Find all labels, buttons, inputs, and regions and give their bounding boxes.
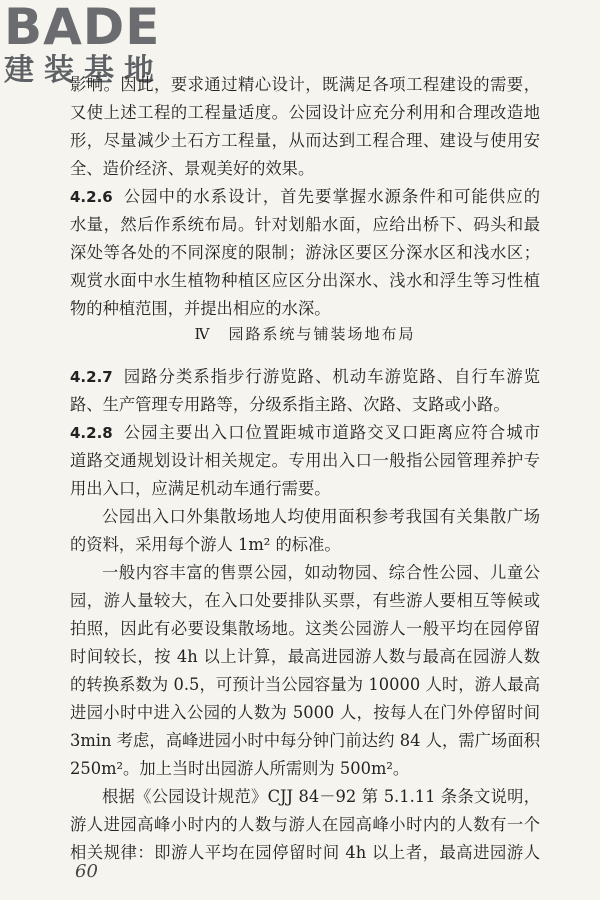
text-line: 相关规律：即游人平均在园停留时间 4h 以上者，最高进园游人 bbox=[70, 843, 540, 862]
text-line: 游人进园高峰小时内的人数与游人在园高峰小时内的人数有一个 bbox=[70, 815, 540, 834]
logo-subtitle: 建装基地 bbox=[4, 53, 164, 88]
text-line: 3min 考虑，高峰进园小时中每分钟门前达约 84 人，需广场面积 bbox=[70, 731, 540, 750]
text-line: 物的种植范围，并提出相应的水深。 bbox=[70, 299, 331, 318]
text-line: 进园小时中进入公园的人数为 5000 人，按每人在门外停留时间 bbox=[70, 703, 540, 722]
paragraph-start: 一般内容丰富的售票公园，如动物园、综合性公园、儿童公 bbox=[102, 563, 540, 582]
paragraph-start: 公园出入口外集散场地人均使用面积参考我国有关集散广场 bbox=[102, 507, 540, 526]
clause-number: 4.2.6 bbox=[70, 188, 113, 206]
logo-wordmark: BADE bbox=[4, 0, 161, 56]
text-line: 路、生产管理专用路等，分级系指主路、次路、支路或小路。 bbox=[70, 395, 510, 414]
text-line: 的转换系数为 0.5，可预计当公园容量为 10000 人时，游人最高 bbox=[70, 675, 540, 694]
text-line: 影响。因此，要求通过精心设计，既满足各项工程建设的需要， bbox=[70, 75, 540, 94]
page-number: 60 bbox=[75, 861, 98, 882]
text-line: 全、造价经济、景观美好的效果。 bbox=[70, 159, 315, 178]
text-line: 250m²。加上当时出园游人所需则为 500m²。 bbox=[70, 759, 410, 778]
section-heading: Ⅳ 园路系统与铺装场地布局 bbox=[194, 325, 416, 343]
text-line: 园，游人量较大，在入口处要排队买票，有些游人要相互等候或 bbox=[70, 591, 540, 610]
clause-number: 4.2.7 bbox=[70, 368, 113, 386]
text-line: 拍照，因此有必要设集散场地。这类公园游人一般平均在园停留 bbox=[70, 619, 540, 638]
text-line: 时间较长，按 4h 以上计算，最高进园游人数与最高在园游人数 bbox=[70, 647, 540, 666]
text-line: 观赏水面中水生植物种植区应区分出深水、浅水和浮生等习性植 bbox=[70, 271, 540, 290]
text-line: 形，尽量减少土石方工程量，从而达到工程合理、建设与使用安 bbox=[70, 131, 540, 150]
clause-4-2-6: 4.2.6 公园中的水系设计，首先要掌握水源条件和可能供应的 bbox=[70, 187, 540, 206]
text-line: 深处等各处的不同深度的限制；游泳区要区分深水区和浅水区； bbox=[70, 243, 540, 262]
text-line: 又使上述工程的工程量适度。公园设计应充分利用和合理改造地 bbox=[70, 103, 540, 122]
text-line: 道路交通规划设计相关规定。专用出入口一般指公园管理养护专 bbox=[70, 451, 540, 470]
clause-4-2-7: 4.2.7 园路分类系指步行游览路、机动车游览路、自行车游览 bbox=[70, 367, 540, 386]
clause-number: 4.2.8 bbox=[70, 424, 113, 442]
clause-4-2-8: 4.2.8 公园主要出入口位置距城市道路交叉口距离应符合城市 bbox=[70, 423, 540, 442]
paragraph-start: 根据《公园设计规范》CJJ 84－92 第 5.1.11 条条文说明， bbox=[102, 787, 540, 806]
text-line: 用出入口，应满足机动车通行需要。 bbox=[70, 479, 331, 498]
text-line: 的资料，采用每个游人 1m² 的标准。 bbox=[70, 535, 341, 554]
text-line: 水量，然后作系统布局。针对划船水面，应给出桥下、码头和最 bbox=[70, 215, 540, 234]
